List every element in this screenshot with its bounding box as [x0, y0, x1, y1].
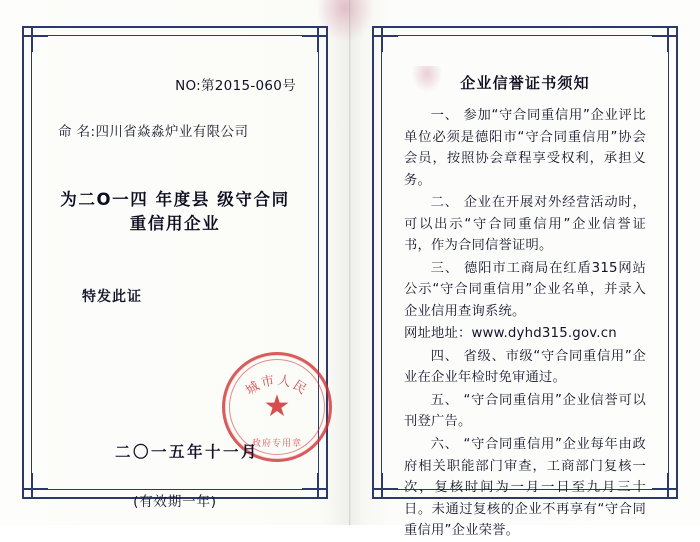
notice-title: 企业信誉证书须知 [460, 74, 590, 92]
ink-smudge-secondary [412, 66, 442, 92]
seal-star-icon: ★ [263, 389, 291, 424]
corner-ornament-top-left [372, 26, 398, 52]
corner-ornament-bottom-right [302, 473, 328, 499]
notice-paragraph: 四、 省级、市级“守合同重信用”企业在企业年检时免审通过。 [404, 348, 646, 386]
left-page-outer-frame [22, 26, 328, 510]
notice-website-line: 网址地址：www.dyhd315.gov.cn [404, 326, 617, 342]
corner-ornament-top-right [302, 26, 328, 52]
notice-paragraph: 五、 “守合同重信用”企业信誉可以刊登广告。 [404, 392, 646, 430]
notice-paragraph: 二、 企业在开展对外经营活动时，可以出示“守合同重信用”企业信誉证书，作为合同信誉证明。 [404, 195, 646, 254]
certificate-right-page [350, 0, 700, 539]
right-page-content [404, 62, 646, 539]
notice-paragraph: 三、 德阳市工商局在红盾315网站公示“守合同重信用”企业名单，并录入企业信用查询系统。 [404, 260, 646, 319]
corner-ornament-bottom-left [372, 473, 398, 499]
certificate-title: 为二O一四 年度县 级守合同重信用企业 [60, 190, 290, 233]
certificate-validity: (有效期一年) [133, 494, 217, 510]
corner-ornament-bottom-right [652, 473, 678, 499]
issue-statement: 特发此证 [82, 289, 142, 305]
certificate-left-page [0, 0, 350, 525]
certificate-date: 二〇一五年十一月 [114, 443, 259, 461]
corner-ornament-top-right [652, 26, 678, 52]
seal-bottom-label: 政府专用章 [251, 439, 302, 449]
company-name-line: 命 名:四川省焱淼炉业有限公司 [58, 124, 249, 140]
notice-paragraph: 一、 参加“守合同重信用”企业评比单位必须是德阳市“守合同重信用”协会会员，按照协会章程享受权利，承担义务。 [404, 108, 646, 188]
left-page-content [54, 62, 311, 510]
notice-paragraph: 六、 “守合同重信用”企业每年由政府相关职能部门审查，工商部门复核一次，复核时间为一月一日至九月三十日。未通过复核的企业不再享有“守合同重信用”企业荣誉。 [404, 436, 646, 539]
certificate-number: NO:第2015-060号 [175, 78, 296, 94]
right-page-outer-frame [372, 26, 678, 539]
seal-top-arc-label: 城市人民 [243, 373, 311, 399]
corner-ornament-top-left [22, 26, 48, 52]
corner-ornament-bottom-left [22, 473, 48, 499]
